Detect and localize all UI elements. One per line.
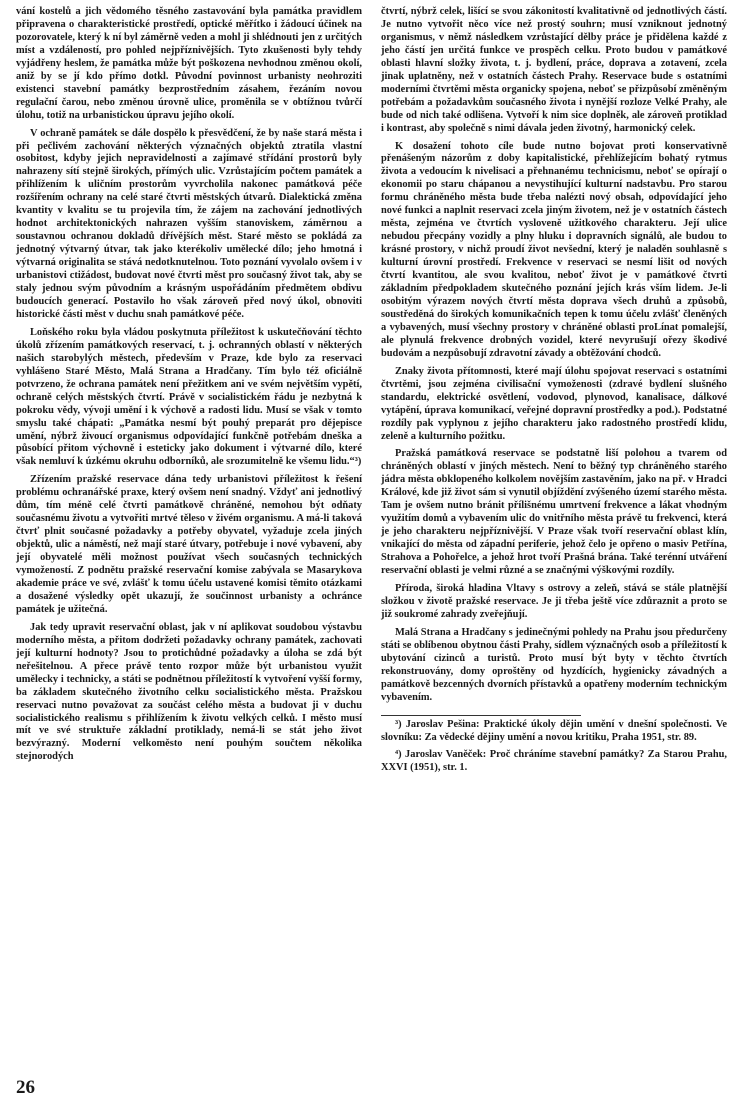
- page-number: 26: [16, 1077, 35, 1098]
- text-columns: [16, 6, 727, 780]
- right-column: [381, 6, 727, 780]
- footnote: ⁴) Jaroslav Vaněček: Proč chráníme stavební památky? Za Starou Prahu, XXVI (1951), str. 1.: [381, 749, 727, 774]
- left-column: [16, 6, 362, 769]
- paragraph: Loňského roku byla vládou poskytnuta příležitost k uskutečňování těchto úkolů zřízením památkových reservací, t. j. ochranných oblastí v některých našich starobylých městech, především v Praze, kde bylo za reservaci vyhlášeno Staré Město, Malá Strana a Hradčany. Tím bylo též oficiálně potvrzeno, že ochrana památek není přežitkem ani ve svém největším vypětí, ochraně celých městských čtvrtí. Právě v socialistickém řádu je nezbytná k pokroku vědy, vývoji umění i k výchově a radosti lidu. Musí se však v tomto smyslu také chápati: „Památka nesmí být pouhý preparát pro dějepisce umění, nýbrž živoucí organismus odpovídající funkčně potřebám dneška a působící přitom výchovně i esteticky jako dokument i výtvarné dílo, které však nemluví k úzkému okruhu odborníků, ale srozumitelně ke všemu lidu.“³): [16, 326, 362, 468]
- footnotes: [381, 715, 727, 776]
- paragraph: Pražská památková reservace se podstatně liší polohou a tvarem od chráněných oblastí v jiných městech. Není to běžný typ chráněného starého jádra města obklopeného kolkolem novějším zastavěním, jako na př. v Hradci Králové, kde již život sám si vynutil objíždění zvýšeného území starého města. Tam je ovšem nutno bránit přílišnému umrtvení frekvence a lákat vhodným využitím domů a vybavením ulic do vnitřního města právě tu frekvenci, která je jeho charakteru nejpříznivější. V Praze však tvoří reservační oblast klín, vnikající do města od západní periferie, jehož čelo je opřeno o masiv Petřína, Strahova a Pohořelce, a jehož hrot tvoří Prašná brána. Také terénní utváření reservační oblasti je velmi různé a se značnými výškovými rozdíly.: [381, 448, 727, 577]
- paragraph: vání kostelů a jich vědomého těsného zastavování byla památka pravidlem připravena o charakteristické prostředí, optické měřítko i žádoucí účinek na pozorovatele, který k ní byl záměrně veden a mohl ji shlédnouti jen z určitých míst a vzdáleností, pro pohled nejpříznivějších. Tyto zkušenosti byly tehdy vyjádřeny heslem, že památka může být poškozena nevhodnou změnou okolí, aniž by se jí kdo přímo dotkl. Původní povinnost urbanisty neohroziti existenci stavební památky bezprostředním zásahem, řezáním novou regulační čarou, nebo změnou úrovně ulice, proměnila se v obtížnou tvůrčí úlohu, totiž na urbanistickou úpravu jejího okolí.: [16, 6, 362, 121]
- footnote: ³) Jaroslav Pešina: Praktické úkoly dějin umění v dnešní společnosti. Ve slovníku: Za vědecké dějiny umění a novou kritiku, Praha 1951, str. 89.: [381, 718, 727, 743]
- paragraph: Jak tedy upravit reservační oblast, jak v ní aplikovat soudobou výstavbu moderního města, a přitom dodržeti požadavky ochrany památek, zachovati její kulturní hodnoty? Jsou to protichůdné požadavky a úloha se zdá být neřešitelnou. A přece právě tento rozpor může být urbanistou využit umělecky i technicky, a státi se podnětnou příležitostí k vytvoření vyšší formy, ba základem skutečného životního celku socialistického města. Pražskou reservaci nutno považovat za součást celého města a budovat ji v duchu socialistického realismu s přihlížením k životu velkých celků. I město musí mít ve své struktuře základní protiklady, nemá-li se stát jeho život bezvýrazný. Moderní velkoměsto není pouhým součtem několika stejnorodých: [16, 621, 362, 763]
- paragraph: Zřízením pražské reservace dána tedy urbanistovi příležitost k řešení problému ochranářské praxe, který ovšem není snadný. Vždyť ani jednotlivý dům, tím méně celé čtvrti památkově chráněné, nemohou být odňaty současnému životu a vytvořiti mrtvé těleso v živém organismu. A má-li taková čtvrť plnit současné požadavky a potřeby obyvatel, vyžaduje zcela jiných objektů, ulic a náměstí, než mají staré útvary, potřebuje i nové vybavení, aby její obyvatelé měli možnost používat všech současných technických vymožeností. Z podnětu pražské reservační komise zabývala se Masarykova akademie práce ve své, zvlášť k tomu účelu ustavené komisi těmito otázkami a dosažené výsledky opět ukazují, že součinnost urbanisty a ochránce památek je užitečná.: [16, 474, 362, 615]
- paragraph: V ochraně památek se dále dospělo k přesvědčení, že by naše stará města i při pečlivém zachování některých význačných objektů ztratila vlastní osobitost, kdyby jejich nepravidelnosti a zajímavé střídání prostorů byly nahrazeny sítí stejně širokých, přímých ulic. Vzrůstajícím počtem památek a přihlížením k uličním prostorům vyvrcholila nakonec památková péče rozšířením ochrany na celé staré čtvrti městských útvarů. Dialektická změna kvantity v kvalitu se tu projevila tím, že zájem na zachování jednotlivých hodnot architektonických nahrazen vyšším stanoviskem, záměrnou a soustavnou ochranou dokladů dřívějších měst. Staré město se pokládá za jednotný výtvarný útvar, tak jako kterékoliv umělecké dílo; jeho hmotná i výtvarná originalita se stává nedotknutelnou. Toto poznání vyvolalo ovšem i v urbanistovi ctižádost, budovat nové čtvrti měst pro současný život tak, aby se staly jednou svým původním a krásným uspořádáním předmětem obdivu budoucích generací. Postavilo ho však zároveň před nový úkol, obnoviti historické části měst v duchu snah památkové péče.: [16, 127, 362, 320]
- paragraph: Malá Strana a Hradčany s jedinečnými pohledy na Prahu jsou předurčeny státi se oblíbenou obytnou části Prahy, sídlem význačných osob a příležitostí k ubytování cizinců a turistů. Proto musí být byty v těchto čtvrtích rekonstruovány, domy oproštěny od hyzdících, hygienicky závadných a památkově bezcenných dvorních přístavků a opatřeny moderním technickým vybavením.: [381, 626, 727, 703]
- paragraph: Znaky života přítomnosti, které mají úlohu spojovat reservaci s ostatními čtvrtěmi, jsou zejména civilisační vymoženosti (zdravé bydlení slušného standardu, elektrické osvětlení, vodovod, plynovod, kanalisace, dálkové vytápění, úprava komunikací, veřejné dopravní prostředky a pod.). Podstatné rozdíly pak vyplynou z jejího charakteru jako radostného prostředí klidu, zeleně a kulturního požitku.: [381, 365, 727, 442]
- paragraph: Příroda, široká hladina Vltavy s ostrovy a zeleň, stává se stále platnější složkou v životě pražské reservace. Je ji třeba ještě více zdůraznit a proto se již soukromé zahrady zveřejňují.: [381, 582, 727, 620]
- paragraph: K dosažení tohoto cíle bude nutno bojovat proti konservativně přenášeným názorům z doby kapitalistické, přehlížejícím bohatý rytmus života a vedoucím k nivelisaci a přehnanému technicismu, neboť se opírají o ekonomii po staru chápanou a nevystihující kulturní nadstavbu. Pro starou formu chráněného města bude třeba nalézti nový obsah, odpovídající jeho nové funkci a naplnit reservaci zcela jiným životem, než je v ostatních částech města, zejména ve čtvrtích vysloveně užitkového charakteru. Její ulice nebudou přecpány vozidly a plny hluku i dopravních signálů, ale budou to krásné prostory, v nichž proudí život nevšední, který je naladěn souhlasně s kulturní úrovní prostředí. Frekvence v reservaci se nesmí lišit od nových čtvrtí kvantitou, ale svou kvalitou, neboť život je v památkové čtvrti základním předpokladem skutečného poznání jejích krás vším lidem. Je-li osobitým výrazem nových čtvrtí města doprava všech druhů a způsobů, soustředěná do širokých komunikačních tepen k tomu účelu zvlášť členěných a vybavených, musí všechny prostory v chráněné oblasti proLínat pomalejší, ale plynulá frekvence drobných vozidel, které nevyrušují ořezy škodivé budovám a nezpůsobují zdravotní závady a obtěžování chodců.: [381, 140, 727, 359]
- paragraph: čtvrtí, nýbrž celek, lišící se svou zákonitostí kvalitativně od jednotlivých částí. Je nutno vytvořit něco více než prostý souhrn; musí vzniknout jednotný organismus, v němž následkem vzrůstající dělby práce je přidělena každé z jeho částí jen určitá funkce ve prospěch celku. Proto budou v památkové oblasti hlavní složky života, t. j. bydlení, práce, doprava a zotavení, zcela jinak uplatněny, než v ostatních částech Prahy. Reservace bude s ostatními moderními čtvrtěmi města organicky spojena, neboť se přizpůsobí změněným potřebám a požadavkům současného života i nynější rozloze Velké Prahy, ale bude od nich také odlišena. Vytvoří k nim sice doplněk, ale zároveň protiklad i kontrast, aby společně s nimi dávala jeden životný, harmonický celek.: [381, 6, 727, 134]
